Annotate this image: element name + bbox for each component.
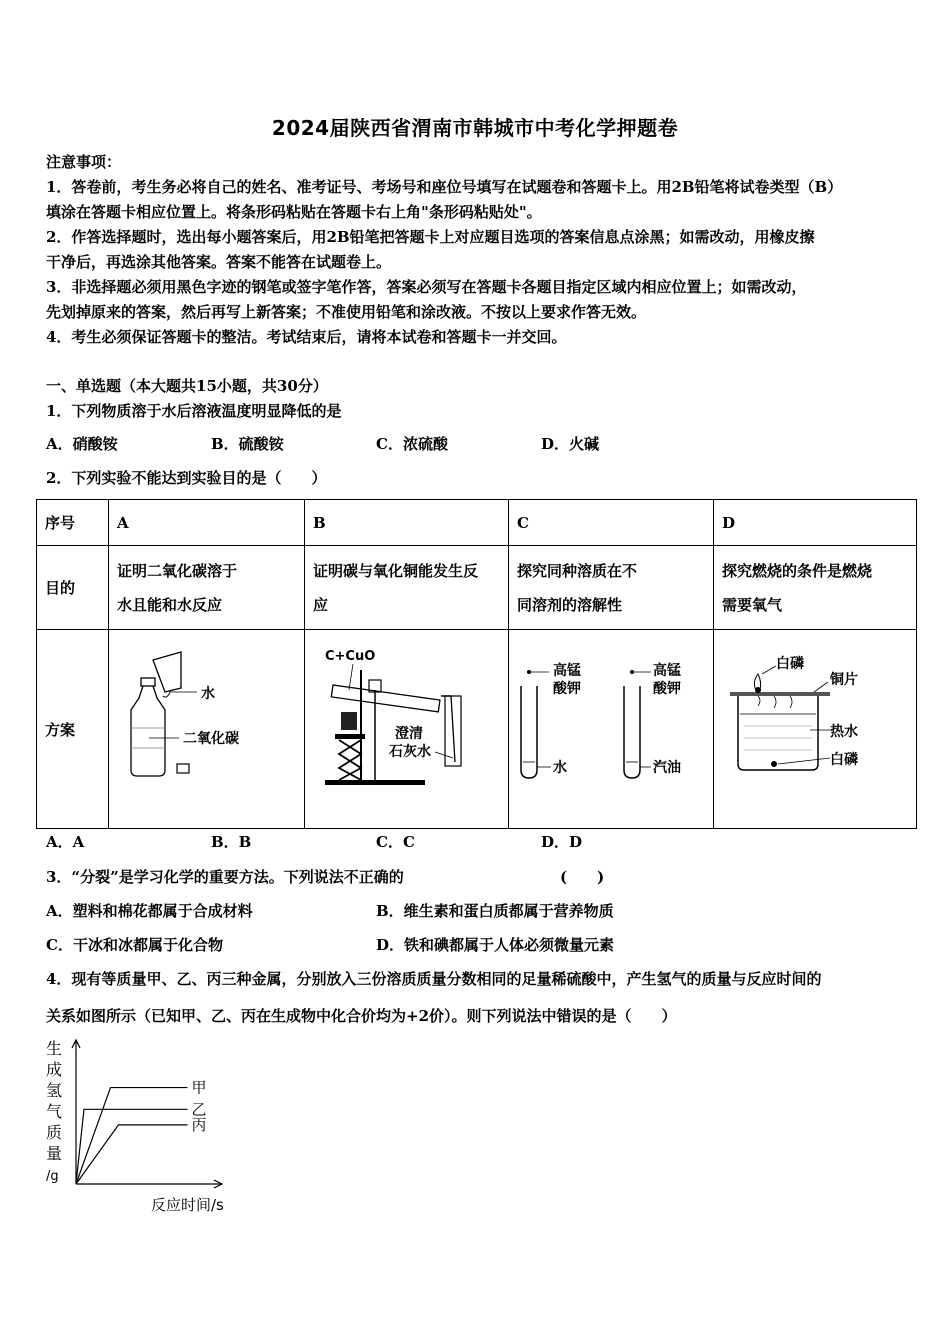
table-row bbox=[37, 630, 917, 829]
q1-option-d: D．火碱 bbox=[541, 435, 600, 453]
q3-option-c: C．干冰和冰都属于化合物 bbox=[46, 936, 223, 954]
label-limewater-2: 石灰水 bbox=[389, 744, 431, 760]
q2-option-b: B．B bbox=[211, 833, 252, 851]
plan-figure-b bbox=[305, 630, 509, 829]
q4-stem-line1: 4．现有等质量甲、乙、丙三种金属，分别放入三份溶质质量分数相同的足量稀硫酸中，产生氢气的质量与反应时间的 bbox=[46, 970, 822, 988]
purpose-line: 证明碳与氧化铜能发生反 bbox=[313, 561, 479, 580]
q3-option-a: A．塑料和棉花都属于合成材料 bbox=[46, 902, 253, 920]
q3-paren: ( ) bbox=[560, 868, 605, 886]
combustion-diagram bbox=[714, 630, 916, 824]
label-c-cuo: C+CuO bbox=[325, 649, 376, 664]
q3-option-d: D．铁和碘都属于人体必须微量元素 bbox=[376, 936, 615, 954]
q3-option-b: B．维生素和蛋白质都属于营养物质 bbox=[376, 902, 614, 920]
label-solute-1b: 酸钾 bbox=[553, 681, 581, 697]
purpose-cell-a bbox=[109, 546, 305, 630]
section-heading: 一、单选题（本大题共15小题，共30分） bbox=[46, 377, 328, 395]
q2-stem: 2．下列实验不能达到实验目的是（ ） bbox=[46, 469, 327, 487]
notice-line: 3．非选择题必须用黑色字迹的钢笔或签字笔作答，答案必须写在答题卡各题目指定区域内相应位置上；如需改动， bbox=[46, 278, 807, 296]
label-solute-2b: 酸钾 bbox=[653, 681, 681, 697]
label-solvent-water: 水 bbox=[553, 760, 567, 776]
q1-option-b: B．硫酸铵 bbox=[211, 435, 284, 453]
y-axis-label-char: 成 bbox=[46, 1060, 63, 1079]
table-header-cell: 序号 bbox=[37, 500, 109, 546]
hydrogen-mass-chart bbox=[36, 1034, 256, 1224]
page-title: 2024届陕西省渭南市韩城市中考化学押题卷 bbox=[271, 116, 679, 140]
table-header-cell: B bbox=[305, 500, 509, 546]
series-label: 丙 bbox=[191, 1115, 207, 1134]
solubility-diagram bbox=[509, 630, 713, 824]
q1-option-c: C．浓硫酸 bbox=[376, 435, 448, 453]
table-header-row bbox=[37, 500, 917, 546]
purpose-line: 证明二氧化碳溶于 bbox=[117, 561, 238, 580]
purpose-cell-c bbox=[509, 546, 714, 630]
label-co2: 二氧化碳 bbox=[183, 731, 239, 747]
x-axis-label: 反应时间/s bbox=[151, 1196, 224, 1214]
q2-option-a: A．A bbox=[46, 833, 85, 851]
label-solute-1a: 高锰 bbox=[553, 663, 581, 679]
label-limewater-1: 澄清 bbox=[395, 726, 423, 742]
q2-option-c: C．C bbox=[376, 833, 415, 851]
plan-figure-a bbox=[109, 630, 305, 829]
series-label: 甲 bbox=[191, 1078, 207, 1097]
notice-line: 先划掉原来的答案，然后再写上新答案；不准使用铅笔和涂改液。不按以上要求作答无效。 bbox=[46, 303, 647, 321]
series-label: 乙 bbox=[191, 1100, 207, 1119]
q1-option-a: A．硝酸铵 bbox=[46, 435, 118, 453]
table-header-cell: C bbox=[509, 500, 714, 546]
notice-line: 干净后，再选涂其他答案。答案不能答在试题卷上。 bbox=[46, 253, 392, 271]
purpose-cell-b bbox=[305, 546, 509, 630]
y-axis-label-char: 生 bbox=[46, 1039, 63, 1058]
plan-label: 方案 bbox=[37, 630, 109, 829]
y-axis-label-char: 量 bbox=[46, 1144, 63, 1163]
series-line-0 bbox=[76, 1088, 187, 1184]
purpose-line: 需要氧气 bbox=[722, 595, 783, 614]
label-solvent-gasoline: 汽油 bbox=[653, 760, 681, 776]
experiment-table bbox=[36, 499, 917, 829]
purpose-line: 水且能和水反应 bbox=[117, 595, 223, 614]
label-white-p-bottom: 白磷 bbox=[830, 752, 858, 768]
q3-stem: 3．“分裂”是学习化学的重要方法。下列说法不正确的 bbox=[46, 868, 404, 886]
plan-figure-d bbox=[714, 630, 917, 829]
carbon-cuo-diagram bbox=[305, 630, 508, 824]
notice-heading: 注意事项： bbox=[46, 153, 122, 171]
series-line-1 bbox=[76, 1109, 187, 1184]
co2-bottle-diagram bbox=[109, 630, 304, 824]
y-axis-label-char: /g bbox=[46, 1169, 59, 1184]
notice-line: 2．作答选择题时，选出每小题答案后，用2B铅笔把答题卡上对应题目选项的答案信息点涂黑；如需改动，用橡皮擦 bbox=[46, 228, 815, 246]
purpose-line: 应 bbox=[313, 595, 329, 614]
purpose-line: 探究同种溶质在不 bbox=[517, 561, 638, 580]
notice-line: 1．答卷前，考生务必将自己的姓名、准考证号、考场号和座位号填写在试题卷和答题卡上。用2B铅笔将试卷类型（B） bbox=[46, 178, 843, 196]
series-line-2 bbox=[76, 1125, 187, 1184]
label-copper-sheet: 铜片 bbox=[830, 672, 858, 688]
label-white-p-top: 白磷 bbox=[776, 656, 804, 672]
notice-line: 4．考生必须保证答题卡的整洁。考试结束后，请将本试卷和答题卡一并交回。 bbox=[46, 328, 567, 346]
y-axis-label-char: 质 bbox=[46, 1123, 63, 1142]
purpose-line: 探究燃烧的条件是燃烧 bbox=[722, 561, 873, 580]
notice-line: 填涂在答题卡相应位置上。将条形码粘贴在答题卡右上角"条形码粘贴处"。 bbox=[46, 203, 542, 221]
table-header-cell: A bbox=[109, 500, 305, 546]
y-axis-label-char: 气 bbox=[46, 1102, 63, 1121]
label-water: 水 bbox=[201, 686, 215, 702]
purpose-cell-d bbox=[714, 546, 917, 630]
purpose-label: 目的 bbox=[37, 546, 109, 630]
q4-stem-line2: 关系如图所示（已知甲、乙、丙在生成物中化合价均为+2价）。则下列说法中错误的是（ ） bbox=[46, 1007, 677, 1025]
plan-figure-c bbox=[509, 630, 714, 829]
table-header-cell: D bbox=[714, 500, 917, 546]
q1-stem: 1．下列物质溶于水后溶液温度明显降低的是 bbox=[46, 402, 342, 420]
label-solute-2a: 高锰 bbox=[653, 663, 681, 679]
y-axis-label-char: 氢 bbox=[46, 1081, 63, 1100]
label-hot-water: 热水 bbox=[830, 724, 858, 740]
purpose-line: 同溶剂的溶解性 bbox=[517, 595, 623, 614]
q2-option-d: D．D bbox=[541, 833, 583, 851]
table-row bbox=[37, 546, 917, 630]
